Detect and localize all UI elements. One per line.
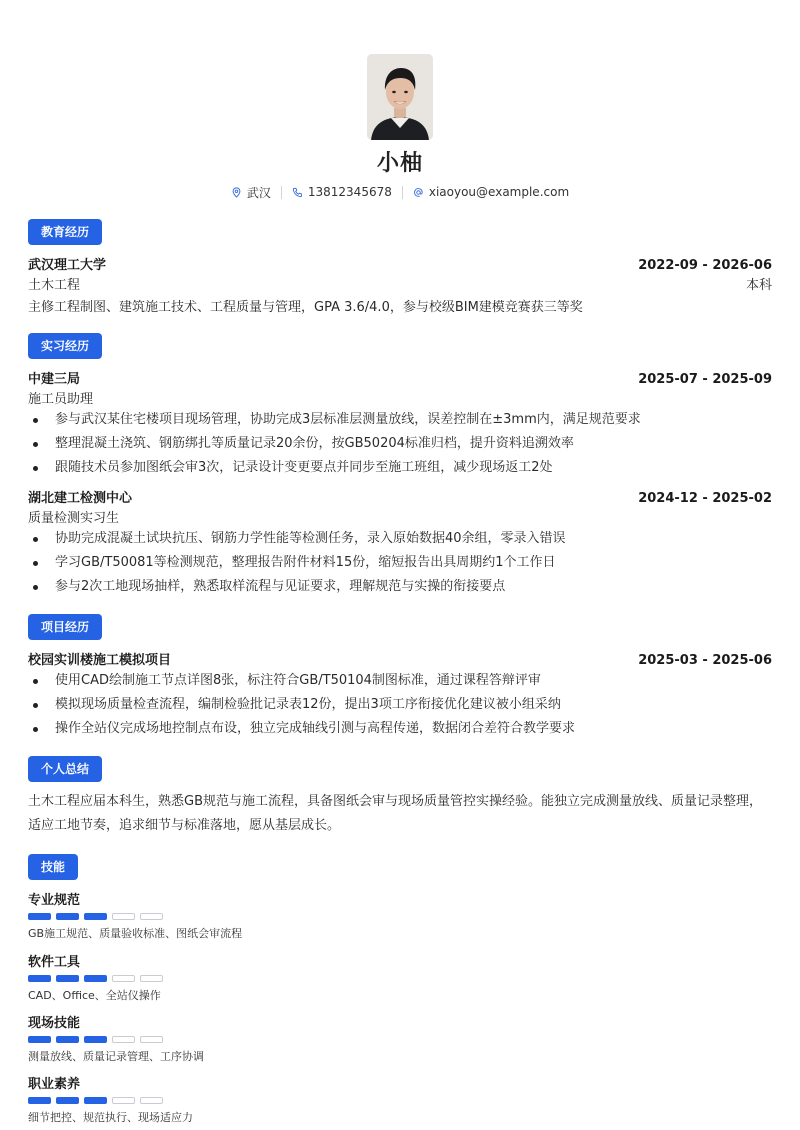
- skill-level-filled: [56, 1097, 79, 1104]
- bullet-text: 操作全站仪完成场地控制点布设，独立完成轴线引测与高程传递，数据闭合差符合教学要求: [55, 721, 576, 736]
- skill-level-empty: [140, 1097, 163, 1104]
- email-text[interactable]: xiaoyou@example.com: [428, 185, 570, 199]
- bullet-text: 跟随技术员参加图纸会审3次，记录设计变更要点并同步至施工班组，减少现场返工2处: [55, 460, 553, 475]
- skill-name: 职业素养: [28, 1077, 81, 1092]
- skill-level-filled: [28, 1036, 51, 1043]
- profile-photo: [367, 54, 433, 140]
- internship-dates: 2025-07 - 2025-09: [638, 372, 772, 387]
- role-title: 质量检测实习生: [28, 511, 120, 526]
- skill-description: GB施工规范、质量验收标准、图纸会审流程: [28, 927, 243, 940]
- major: 土木工程: [28, 278, 81, 293]
- internship-entry: [28, 368, 772, 480]
- company-name: 中建三局: [28, 372, 81, 387]
- skill-item: [28, 1073, 772, 1125]
- map-pin-icon: [231, 187, 242, 198]
- skill-item: [28, 1012, 772, 1064]
- bullet-text: 模拟现场质量检查流程，编制检验批记录表12份，提出3项工序衔接优化建议被小组采纳: [55, 697, 561, 712]
- bullet-list: [28, 669, 772, 741]
- section-tag-project: 项目经历: [28, 614, 102, 640]
- skill-level-filled: [28, 975, 51, 982]
- bullet-dot: [33, 418, 38, 423]
- bullet-text: 学习GB/T50081等检测规范，整理报告附件材料15份，缩短报告出具周期约1个工作日: [55, 555, 556, 570]
- bullet-dot: [33, 727, 38, 732]
- education-entry: [28, 254, 772, 320]
- role-title: 施工员助理: [28, 392, 94, 407]
- bullet-dot: [33, 703, 38, 708]
- section-tag-skills: 技能: [28, 854, 78, 880]
- location-text: 武汉: [246, 185, 271, 200]
- education-description: 主修工程制图、建筑施工技术、工程质量与管理，GPA 3.6/4.0，参与校级BIM建模竞赛获三等奖: [28, 300, 583, 315]
- internship-dates: 2024-12 - 2025-02: [638, 491, 772, 506]
- school-name: 武汉理工大学: [28, 258, 107, 273]
- skill-level-filled: [84, 1097, 107, 1104]
- at-sign-icon: [413, 187, 424, 198]
- bullet-text: 参与2次工地现场抽样，熟悉取样流程与见证要求，理解规范与实操的衔接要点: [55, 579, 506, 594]
- project-entry: [28, 649, 772, 741]
- skill-meter: [28, 1097, 772, 1104]
- skill-description: 测量放线、质量记录管理、工序协调: [28, 1050, 204, 1063]
- skill-level-empty: [140, 913, 163, 920]
- internship-entry: [28, 487, 772, 599]
- list-item: [28, 575, 772, 599]
- bullet-text: 参与武汉某住宅楼项目现场管理，协助完成3层标准层测量放线，误差控制在±3mm内，满足规范要求: [55, 412, 641, 427]
- list-item: [28, 693, 772, 717]
- bullet-dot: [33, 679, 38, 684]
- skill-level-empty: [112, 1097, 135, 1104]
- phone-text[interactable]: 13812345678: [307, 185, 392, 199]
- skill-item: [28, 889, 772, 941]
- skill-level-filled: [56, 913, 79, 920]
- skill-level-empty: [112, 975, 135, 982]
- skill-item: [28, 951, 772, 1003]
- bullet-dot: [33, 561, 38, 566]
- summary-text: 土木工程应届本科生，熟悉GB规范与施工流程，具备图纸会审与现场质量管控实操经验。能独立完成测量放线、质量记录整理，适应工地节奏，追求细节与标准落地，愿从基层成长。: [28, 794, 762, 833]
- skill-level-empty: [140, 1036, 163, 1043]
- skill-meter: [28, 975, 772, 982]
- skill-level-filled: [84, 975, 107, 982]
- skill-level-empty: [112, 913, 135, 920]
- skill-level-filled: [84, 1036, 107, 1043]
- skill-level-empty: [112, 1036, 135, 1043]
- list-item: [28, 408, 772, 432]
- contact-email: [403, 185, 579, 199]
- bullet-list: [28, 408, 772, 480]
- section-tag-summary: 个人总结: [28, 756, 102, 782]
- skill-level-filled: [56, 1036, 79, 1043]
- section-tag-education: 教育经历: [28, 219, 102, 245]
- bullet-text: 整理混凝土浇筑、钢筋绑扎等质量记录20余份，按GB50204标准归档，提升资料追溯效率: [55, 436, 574, 451]
- bullet-text: 使用CAD绘制施工节点详图8张，标注符合GB/T50104制图标准，通过课程答辩评审: [55, 673, 541, 688]
- contact-location: [221, 184, 281, 201]
- skill-name: 现场技能: [28, 1016, 81, 1031]
- education-dates: 2022-09 - 2026-06: [638, 258, 772, 273]
- list-item: [28, 527, 772, 551]
- skill-description: CAD、Office、全站仪操作: [28, 989, 161, 1002]
- skill-level-filled: [28, 1097, 51, 1104]
- contact-bar: [0, 183, 800, 201]
- list-item: [28, 551, 772, 575]
- bullet-list: [28, 527, 772, 599]
- contact-phone: [282, 185, 402, 199]
- phone-icon: [292, 187, 303, 198]
- list-item: [28, 432, 772, 456]
- bullet-dot: [33, 466, 38, 471]
- list-item: [28, 717, 772, 741]
- bullet-dot: [33, 537, 38, 542]
- skill-level-filled: [84, 913, 107, 920]
- skill-name: 软件工具: [28, 955, 81, 970]
- project-dates: 2025-03 - 2025-06: [638, 653, 772, 668]
- section-tag-internship: 实习经历: [28, 333, 102, 359]
- skill-level-filled: [28, 913, 51, 920]
- degree: 本科: [745, 278, 772, 293]
- skill-meter: [28, 1036, 772, 1043]
- company-name: 湖北建工检测中心: [28, 491, 133, 506]
- list-item: [28, 456, 772, 480]
- bullet-dot: [33, 585, 38, 590]
- bullet-text: 协助完成混凝土试块抗压、钢筋力学性能等检测任务，录入原始数据40余组，零录入错误: [55, 531, 566, 546]
- candidate-name: 小柚: [376, 151, 423, 176]
- skill-level-empty: [140, 975, 163, 982]
- project-name: 校园实训楼施工模拟项目: [28, 653, 172, 668]
- bullet-dot: [33, 442, 38, 447]
- list-item: [28, 669, 772, 693]
- skill-name: 专业规范: [28, 893, 81, 908]
- skill-description: 细节把控、规范执行、现场适应力: [28, 1111, 193, 1124]
- skill-level-filled: [56, 975, 79, 982]
- skill-meter: [28, 913, 772, 920]
